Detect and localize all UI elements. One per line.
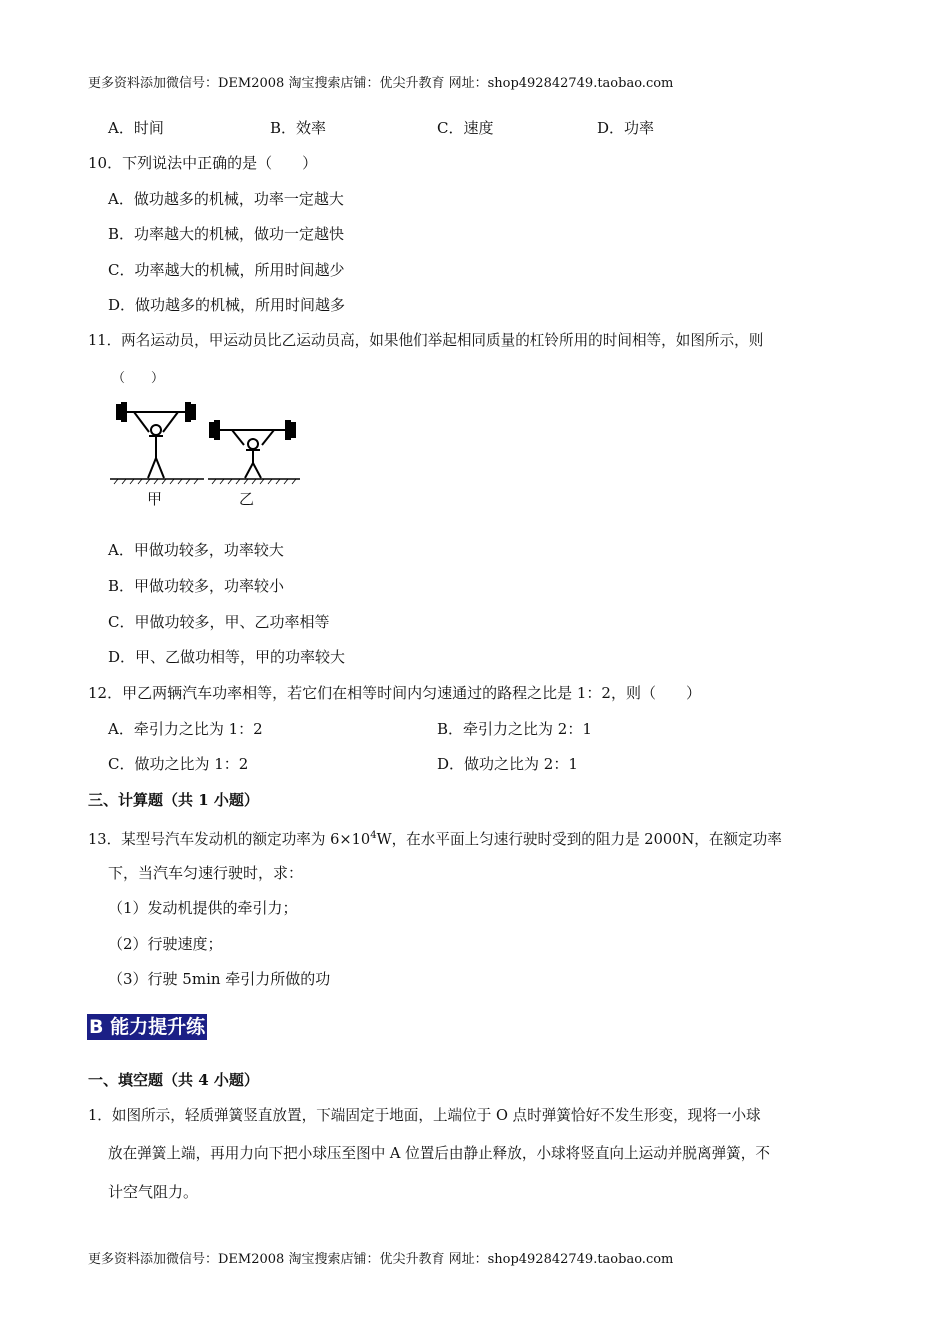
figure-label-yi: 乙 <box>239 490 255 508</box>
q13-part-2: （2）行驶速度； <box>108 935 223 953</box>
q9-option-d: D．功率 <box>597 119 655 137</box>
q12-stem: 12．甲乙两辆汽车功率相等，若它们在相等时间内匀速通过的路程之比是 1：2，则（ ） <box>88 684 701 702</box>
q13-stem-b: W，在水平面上匀速行驶时受到的阻力是 2000N，在额定功率 <box>376 830 782 848</box>
page-footer: 更多资料添加微信号：DEM2008 淘宝搜索店铺：优尖升教育 网址：shop492842749.taobao.com <box>88 1252 674 1267</box>
q13-stem-cont: 下，当汽车匀速行驶时，求： <box>108 864 304 882</box>
q13-part-1: （1）发动机提供的牵引力； <box>108 899 298 917</box>
page-header: 更多资料添加微信号：DEM2008 淘宝搜索店铺：优尖升教育 网址：shop492842749.taobao.com <box>88 76 674 91</box>
q11-option-c: C．甲做功较多，甲、乙功率相等 <box>108 613 330 631</box>
q13-stem-a: 13．某型号汽车发动机的额定功率为 6×10 <box>88 830 371 848</box>
q10-stem: 10．下列说法中正确的是（ ） <box>88 154 318 172</box>
q11-option-d: D．甲、乙做功相等，甲的功率较大 <box>108 648 346 666</box>
q13-stem-sup: 4 <box>370 830 377 841</box>
q12-option-b: B．牵引力之比为 2：1 <box>437 720 592 738</box>
section-one-title: 一、填空题（共 4 小题） <box>88 1071 259 1089</box>
q11-option-a: A．甲做功较多，功率较大 <box>108 541 284 559</box>
q11-stem-cont: （ ） <box>112 371 165 386</box>
q10-option-b: B．功率越大的机械，做功一定越快 <box>108 225 345 243</box>
weightlifters-illustration <box>108 400 308 510</box>
q10-option-c: C．功率越大的机械，所用时间越少 <box>108 261 345 279</box>
q1-line-3: 计空气阻力。 <box>108 1183 199 1201</box>
q9-option-a: A．时间 <box>108 119 164 137</box>
q12-option-d: D．做功之比为 2：1 <box>437 755 578 773</box>
weightlifters-figure <box>108 400 308 510</box>
section-three-title: 三、计算题（共 1 小题） <box>88 791 259 809</box>
section-b-banner: B 能力提升练 <box>89 1016 206 1038</box>
q1-line-2: 放在弹簧上端，再用力向下把小球压至图中 A 位置后由静止释放，小球将竖直向上运动并脱离弹簧，不 <box>108 1145 770 1162</box>
q11-stem: 11．两名运动员，甲运动员比乙运动员高，如果他们举起相同质量的杠铃所用的时间相等，如图所示，则 <box>88 332 764 349</box>
q11-option-b: B．甲做功较多，功率较小 <box>108 577 285 595</box>
q13-part-3: （3）行驶 5min 牵引力所做的功 <box>108 970 331 988</box>
q9-option-b: B．效率 <box>270 119 327 137</box>
q13-stem <box>88 826 782 850</box>
q9-option-c: C．速度 <box>437 119 494 137</box>
q12-option-c: C．做功之比为 1：2 <box>108 755 249 773</box>
q10-option-d: D．做功越多的机械，所用时间越多 <box>108 296 346 314</box>
q10-option-a: A．做功越多的机械，功率一定越大 <box>108 190 344 208</box>
q1-line-1: 1．如图所示，轻质弹簧竖直放置，下端固定于地面，上端位于 O 点时弹簧恰好不发生形变，现将一小球 <box>88 1107 761 1124</box>
figure-label-jia: 甲 <box>147 490 163 508</box>
q12-option-a: A．牵引力之比为 1：2 <box>108 720 263 738</box>
